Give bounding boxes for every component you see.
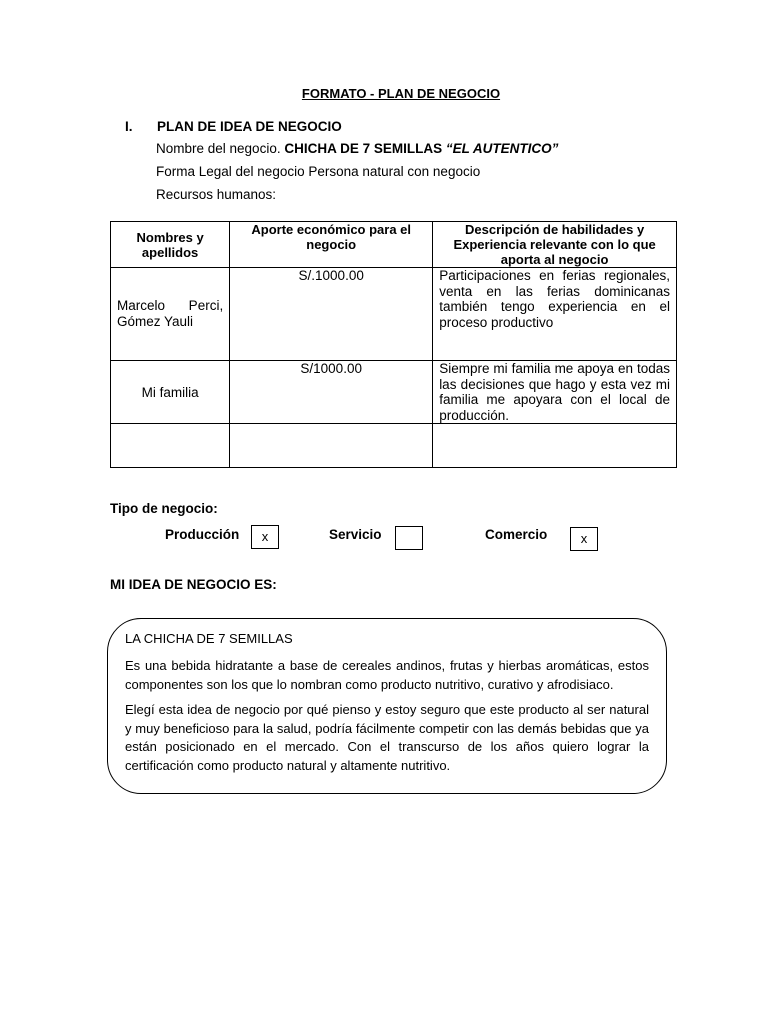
table-row bbox=[111, 361, 677, 424]
cell-amount: S/1000.00 bbox=[230, 361, 433, 424]
option-service-checkbox[interactable] bbox=[395, 526, 423, 550]
option-service-label: Servicio bbox=[329, 527, 382, 542]
cell-description bbox=[433, 424, 677, 468]
human-resources-label: Recursos humanos: bbox=[156, 187, 277, 202]
cell-description: Participaciones en ferias regionales, venta en las ferias dominicanas también tengo experiencia en el proceso productivo bbox=[433, 268, 677, 361]
business-type-heading: Tipo de negocio: bbox=[110, 501, 218, 516]
header-description: Descripción de habilidades y Experiencia relevante con lo que aporta al negocio bbox=[433, 222, 677, 268]
business-name: CHICHA DE 7 SEMILLAS bbox=[284, 141, 443, 156]
cell-amount: S/.1000.00 bbox=[230, 268, 433, 361]
table-header-row bbox=[111, 222, 677, 268]
header-contribution: Aporte económico para el negocio bbox=[230, 222, 433, 268]
cell-name: Mi familia bbox=[111, 361, 230, 424]
section-heading: PLAN DE IDEA DE NEGOCIO bbox=[157, 119, 342, 134]
idea-paragraph-2: Elegí esta idea de negocio por qué pienso y estoy seguro que este producto al ser natural y muy beneficioso para la salud, podría fácilmente competir con las demás bebidas que ya están posicionado en el mercado. Con el transcurso de los años quiero lograr la certificación como producto natural y altamente nutritivo. bbox=[125, 702, 649, 773]
cell-name: Marcelo Perci, Gómez Yauli bbox=[111, 268, 230, 361]
option-production-checkbox[interactable]: x bbox=[251, 525, 279, 549]
table-row bbox=[111, 268, 677, 361]
table-row bbox=[111, 424, 677, 468]
legal-form-line: Forma Legal del negocio Persona natural con negocio bbox=[156, 164, 481, 179]
document-title: FORMATO - PLAN DE NEGOCIO bbox=[301, 86, 501, 101]
cell-amount bbox=[230, 424, 433, 468]
business-name-label: Nombre del negocio. bbox=[156, 141, 281, 156]
cell-description: Siempre mi familia me apoya en todas las decisiones que hago y esta vez mi familia me apoyara con el local de producción. bbox=[433, 361, 677, 424]
header-names: Nombres y apellidos bbox=[111, 222, 230, 268]
human-resources-table bbox=[110, 221, 677, 468]
option-commerce-label: Comercio bbox=[485, 527, 548, 542]
business-name-line bbox=[156, 141, 558, 156]
option-commerce-checkbox[interactable]: x bbox=[570, 527, 598, 551]
cell-name bbox=[111, 424, 230, 468]
idea-box-title: LA CHICHA DE 7 SEMILLAS bbox=[125, 631, 293, 646]
business-brand: “EL AUTENTICO” bbox=[445, 141, 559, 156]
idea-heading: MI IDEA DE NEGOCIO ES: bbox=[110, 577, 277, 592]
section-number: I. bbox=[125, 119, 133, 134]
option-production-label: Producción bbox=[165, 527, 240, 542]
idea-paragraph-1: Es una bebida hidratante a base de cereales andinos, frutas y hierbas aromáticas, estos componentes son los que lo nombran como producto nutritivo, curativo y afrodisiaco. bbox=[125, 658, 649, 692]
